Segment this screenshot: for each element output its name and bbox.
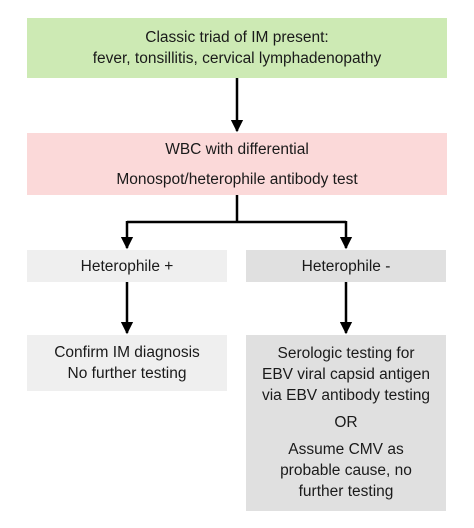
confirm-diagnosis-box (27, 335, 227, 391)
wbc-test-box (27, 133, 447, 195)
no-further-testing-label: No further testing (67, 365, 187, 382)
cmv-line-2: probable cause, no (280, 462, 412, 479)
serology-line-3: via EBV antibody testing (261, 387, 431, 404)
heterophile-negative-label: Heterophile - (301, 257, 391, 275)
cmv-line-3: further testing (298, 483, 394, 500)
classic-triad-title: Classic triad of IM present: (145, 29, 329, 46)
classic-triad-symptoms: fever, tonsillitis, cervical lymphadenopathy (92, 50, 382, 67)
serology-line-2: EBV viral capsid antigen (261, 366, 430, 383)
cmv-line-1: Assume CMV as (288, 441, 404, 458)
heterophile-positive-label: Heterophile + (80, 257, 174, 275)
serologic-testing-box (246, 335, 446, 511)
confirm-diagnosis-label: Confirm IM diagnosis (54, 344, 200, 361)
wbc-differential-label: WBC with differential (165, 140, 309, 158)
monospot-test-label: Monospot/heterophile antibody test (116, 170, 358, 188)
heterophile-positive-box (27, 250, 227, 282)
heterophile-negative-box (246, 250, 446, 282)
serology-line-1: Serologic testing for (277, 345, 415, 362)
or-separator: OR (334, 414, 358, 431)
classic-triad-box (27, 18, 447, 78)
